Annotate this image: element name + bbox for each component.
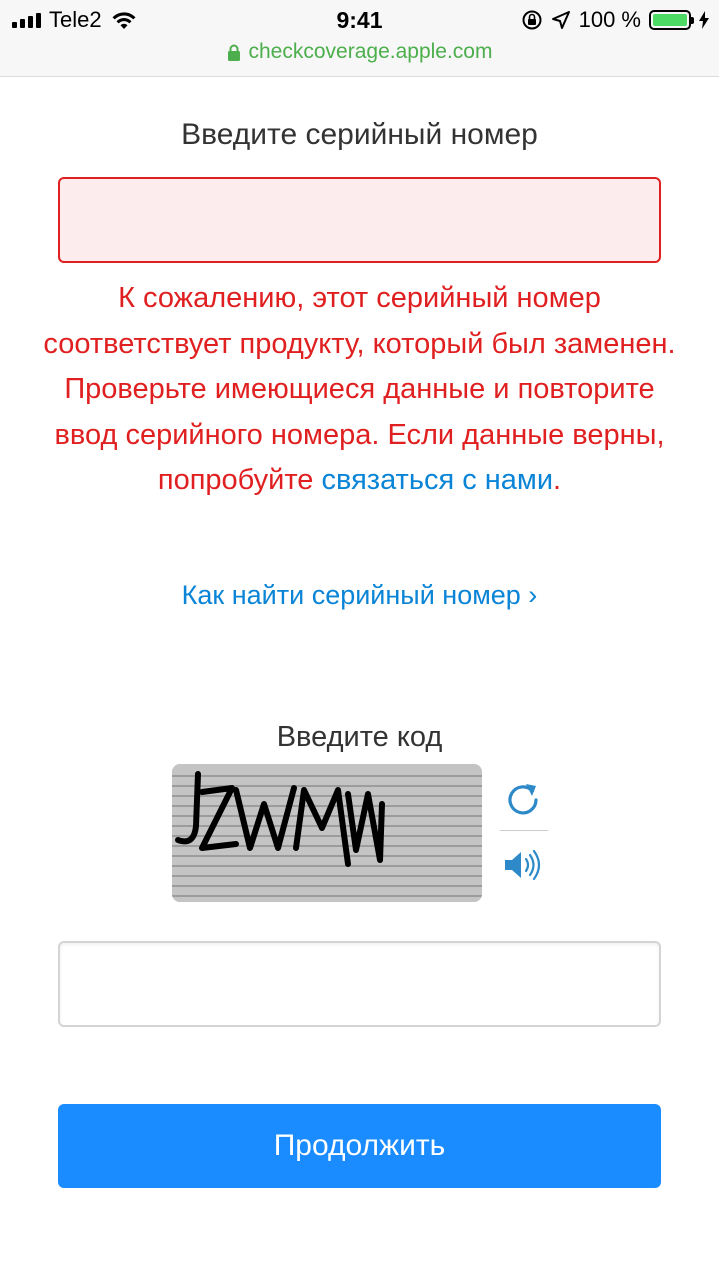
captcha-heading: Введите код [276,721,443,753]
captcha-code-input[interactable] [58,941,661,1027]
error-message [40,276,679,504]
battery-percent: 100 % [578,7,641,32]
charging-bolt-icon [699,11,709,29]
carrier-label: Tele2 [49,7,102,32]
continue-button[interactable]: Продолжить [58,1104,661,1188]
serial-heading: Введите серийный номер [181,118,538,151]
error-text: К сожалению, этот серийный номер соответствует продукту, который был заменен. Проверьте имеющиеся данные и повторите ввод серийного номера. Если данные верны, попробуйте [43,282,676,496]
error-end: . [553,464,562,496]
captcha-audio-button[interactable] [498,840,548,890]
lock-icon [227,44,241,61]
speaker-icon [503,848,543,882]
captcha-image [172,764,482,902]
captcha-control-divider [500,830,548,831]
battery-icon [649,10,691,30]
refresh-icon [504,778,542,818]
captcha-refresh-button[interactable] [498,772,548,824]
find-serial-link[interactable]: Как найти серийный номер › [181,580,538,610]
location-arrow-icon [551,10,571,30]
contact-us-link[interactable]: связаться с нами [321,464,554,496]
rotation-lock-icon [521,9,543,31]
serial-number-input[interactable] [58,177,661,263]
status-right [521,6,709,34]
battery-fill [653,14,687,26]
url-bar[interactable] [0,38,719,66]
browser-top-bar [0,0,719,77]
url-text: checkcoverage.apple.com [248,40,493,63]
status-time: 9:41 [336,7,383,33]
